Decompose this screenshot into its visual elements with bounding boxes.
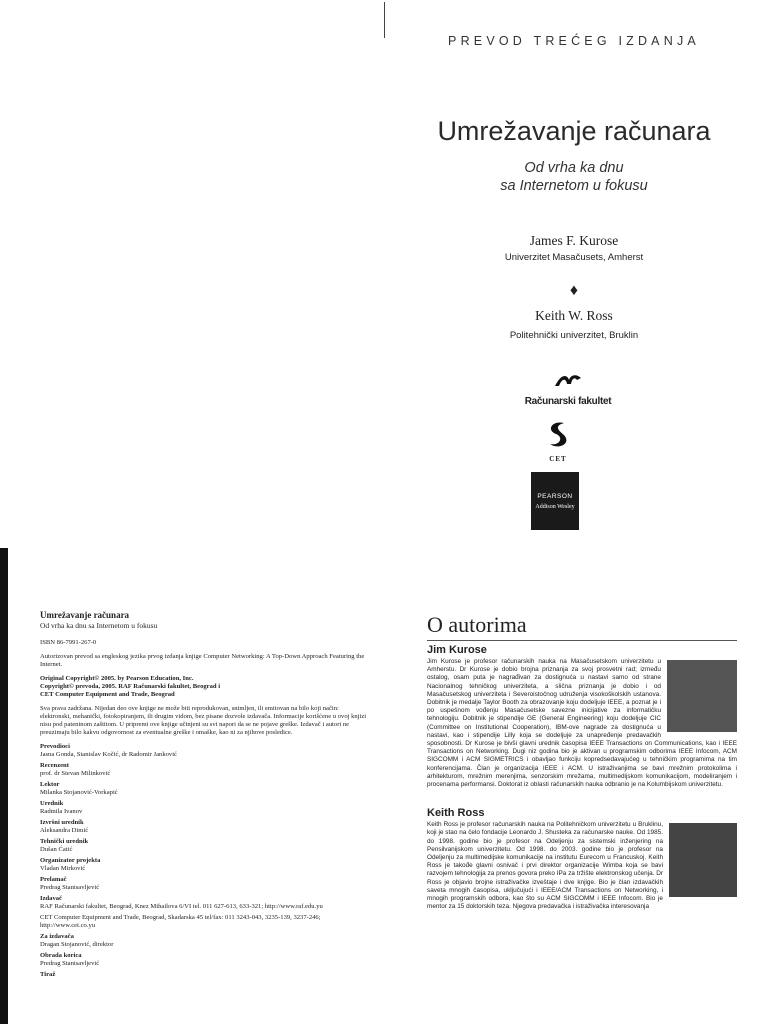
- edition-label: PREVOD TREĆEG IZDANJA: [448, 34, 700, 48]
- copyright-line-3: CET Computer Equipment and Trade, Beograd: [40, 691, 175, 698]
- credit-role: Tiraž: [40, 971, 56, 978]
- subtitle-line2: sa Internetom u fokusu: [500, 178, 648, 194]
- imprint-title: Umrežavanje računara: [40, 610, 130, 620]
- raf-label: Računarski fakultet: [524, 396, 612, 407]
- copyright-line-2: Copyright© prevoda, 2005. RAF Računarski fakultet, Beograd i: [40, 683, 221, 690]
- credit-value: prof. dr Stevan Milinković: [40, 770, 111, 777]
- about-authors: [427, 612, 737, 911]
- credit-item: [40, 743, 370, 759]
- copyright-line-1: Original Copyright© 2005. by Pearson Education, Inc.: [40, 675, 194, 682]
- isbn: ISBN 86-7991-267-0: [40, 639, 97, 646]
- rights-notice: Sva prava zadržana. Nijedan deo ove knjige ne može biti reprodukovan, snimljen, ili emitovan na bilo koji način: elektronski, mehanički, fotokopiranjem, ili drugim vidom, bez pisane dozvole izdavača. Informacije korišćene u ovoj knjizi nisu pod patentnom zaštitom. U pripremi ove knjige učinjeni su svi napori da se ne pojave greške. Izdavač i autori ne preuzimaju bilo kakvu odgovornost za eventualne greške i omaške, kao ni za njihove posledice.: [40, 705, 367, 736]
- imprint-subtitle: Od vrha ka dnu sa Internetom u fokusu: [40, 621, 158, 630]
- credit-value: Radmila Ivanov: [40, 808, 83, 815]
- kurose-bio: Jim Kurose je profesor računarskih nauka na Masačusetskom univerzitetu u Amherstu. Dr Kurose je dobio brojna priznanja za svoj prosvetni rad; između ostalog, osam puta je nagrađivan za dostignuća u nastavi samo od strane Nacionalnog tehničkog univerziteta, a slična priznanja je dobio i od Masačusetskog univerziteta i Severoistočnog udruženja visokoškolskih ustanova. Dobitnik je medalje Taylor Booth za obrazovanje koju dodeljuje IEEE, a poznat je i po uspešnom vođenju Masačusetske savezne inicijative za informatičku tehnologiju. Dobitnik je stipendije GE (General Engineering) koju dodeljuje CIC (Committee on Institutional Cooperation), IBM-ove nagrade za dostignuća u nastavi, kao i stipendije Lilly koja se dodeljuje za unapređenje predavačkih sposobnosti. Dr Kurose je bivši glavni urednik časopisa IEEE Transactions on Communications, kao i IEEE Transactions on Networking. Dugi niz godina bio je aktivan u programskim odborima IEEE Infocom, ACM SIGCOMM i ACM SIGMETRICS i obavljao funkciju kopredsedavajućeg u tehničkim programima na tim konferencijama. Član je organizacija IEEE i ACM. U istraživanjima se bavi mrežnim protokolima i arhitekturom, mrežnim merenjima, senzorskim mrežama, multimedijskom komunikacijom, modeliranjem i procenama performansi. Doktorat iz oblasti računarskih nauka odbranio je na Kolumbijskom univerzitetu.: [427, 658, 737, 789]
- raf-mark-icon: [508, 372, 628, 396]
- credit-value: CET Computer Equipment and Trade, Beograd, Skadarska 45 tel/fax: 011 3243-043, 3235-139, 3237-246; http://www.cet.co.yu: [40, 914, 321, 929]
- diamond-icon: ♦: [569, 282, 579, 299]
- author-ross: Keith W. Ross: [535, 308, 613, 323]
- credit-item: [40, 762, 370, 778]
- cet-swirl-icon: [538, 420, 578, 455]
- credit-value: Predrag Stanisavljević: [40, 960, 100, 967]
- credit-value: Vladan Mirković: [40, 865, 86, 872]
- credit-item: [40, 838, 370, 854]
- credit-item: [40, 857, 370, 873]
- credit-value: Jasna Gonda, Stanislav Kočić, dr Radomir Janković: [40, 751, 177, 758]
- author-kurose: James F. Kurose: [529, 233, 619, 248]
- pearson-logo: [531, 472, 579, 530]
- credit-role: Izvršni urednik: [40, 819, 84, 826]
- credit-role: Izdavač: [40, 895, 62, 902]
- credit-item: [40, 914, 370, 930]
- affiliation-kurose: Univerzitet Masačusets, Amherst: [504, 252, 644, 263]
- cet-label: CET: [549, 455, 567, 463]
- credit-role: Lektor: [40, 781, 60, 788]
- kurose-heading: Jim Kurose: [427, 644, 487, 656]
- imprint-block: [40, 610, 370, 982]
- authorization-note: Autorizovan prevod sa engleskog jezika prvog izdanja knjige Computer Networking: A Top-Down Approach Featuring the Internet.: [40, 653, 365, 668]
- about-heading: O autorima: [427, 612, 737, 641]
- credit-value: RAF Računarski fakultet, Beograd, Knez Mihailova 6/VI tel. 011 627-613, 633-321; http://www.raf.edu.yu: [40, 903, 323, 910]
- credit-role: Za izdavača: [40, 933, 74, 940]
- credit-role: Prevodioci: [40, 743, 70, 750]
- credit-role: Urednik: [40, 800, 64, 807]
- credit-item: [40, 971, 370, 979]
- credit-item: [40, 952, 370, 968]
- credit-value: Milanka Stojanović-Vorkapić: [40, 789, 118, 796]
- credit-item: [40, 800, 370, 816]
- credit-role: Obrada korica: [40, 952, 82, 959]
- credit-role: Recenzent: [40, 762, 69, 769]
- binding-mark: [384, 2, 385, 38]
- subtitle-line1: Od vrha ka dnu: [524, 160, 624, 176]
- pearson-sub: Addison Wesley: [535, 504, 575, 510]
- raf-logo: [508, 372, 628, 407]
- ross-bio: Keith Ross je profesor računarskih nauka na Politehničkom univerzitetu u Bruklinu, koji je stao na čelo fondacije Leonardo J. Shusteka za računarske nauke. Od 1985. do 1998. godine bio je profesor na Odeljenju za sistemski inženjering na Pensilvanijskom univerzitetu. Od 1998. do 2003. godine bio je profesor na Odeljenju za multimedijske komunikacije na institutu Eurecom u Francuskoj. Keith Ross je takođe glavni osnivač i prvi direktor organizacije Wimba koja se bavi razvojem tehnologija za prenos govora preko IPa za tržište elektronskog učenja. Dr Ross je objavio brojne istraživačke izveštaje i dve knjige. Bio je član izdavačkih saveta mnogih časopisa, uključujući i IEEE/ACM Transactions on Networking, i mnogih programskih odbora, kao što su ACM SIGCOMM i IEEE Infocom. Bio je mentor za 15 doktorskih teza. Njegova predavačka i istraživačka interesovanja: [427, 821, 663, 911]
- credit-item: [40, 933, 370, 949]
- page-edge-shadow: [0, 548, 8, 1024]
- credit-item: [40, 819, 370, 835]
- affiliation-ross: Politehnički univerzitet, Bruklin: [509, 330, 639, 341]
- credit-value: Dušan Ćatić: [40, 846, 73, 853]
- cet-logo: [538, 420, 578, 463]
- credit-value: Predrag Stanisavljević: [40, 884, 100, 891]
- credits-list: [40, 743, 370, 979]
- pearson-label: PEARSON: [537, 493, 573, 500]
- kurose-photo: [667, 660, 737, 732]
- credit-role: Prelamač: [40, 876, 67, 883]
- book-title: Umrežavanje računara: [437, 116, 711, 146]
- credit-item: [40, 876, 370, 892]
- credit-item: [40, 895, 370, 911]
- ross-photo: [669, 823, 737, 897]
- credit-value: Aleksandra Dimić: [40, 827, 89, 834]
- credit-item: [40, 781, 370, 797]
- credit-role: Tehnički urednik: [40, 838, 89, 845]
- ross-heading: Keith Ross: [427, 807, 485, 820]
- credit-value: Dragan Stojanović, direktor: [40, 941, 114, 948]
- credit-role: Organizator projekta: [40, 857, 101, 864]
